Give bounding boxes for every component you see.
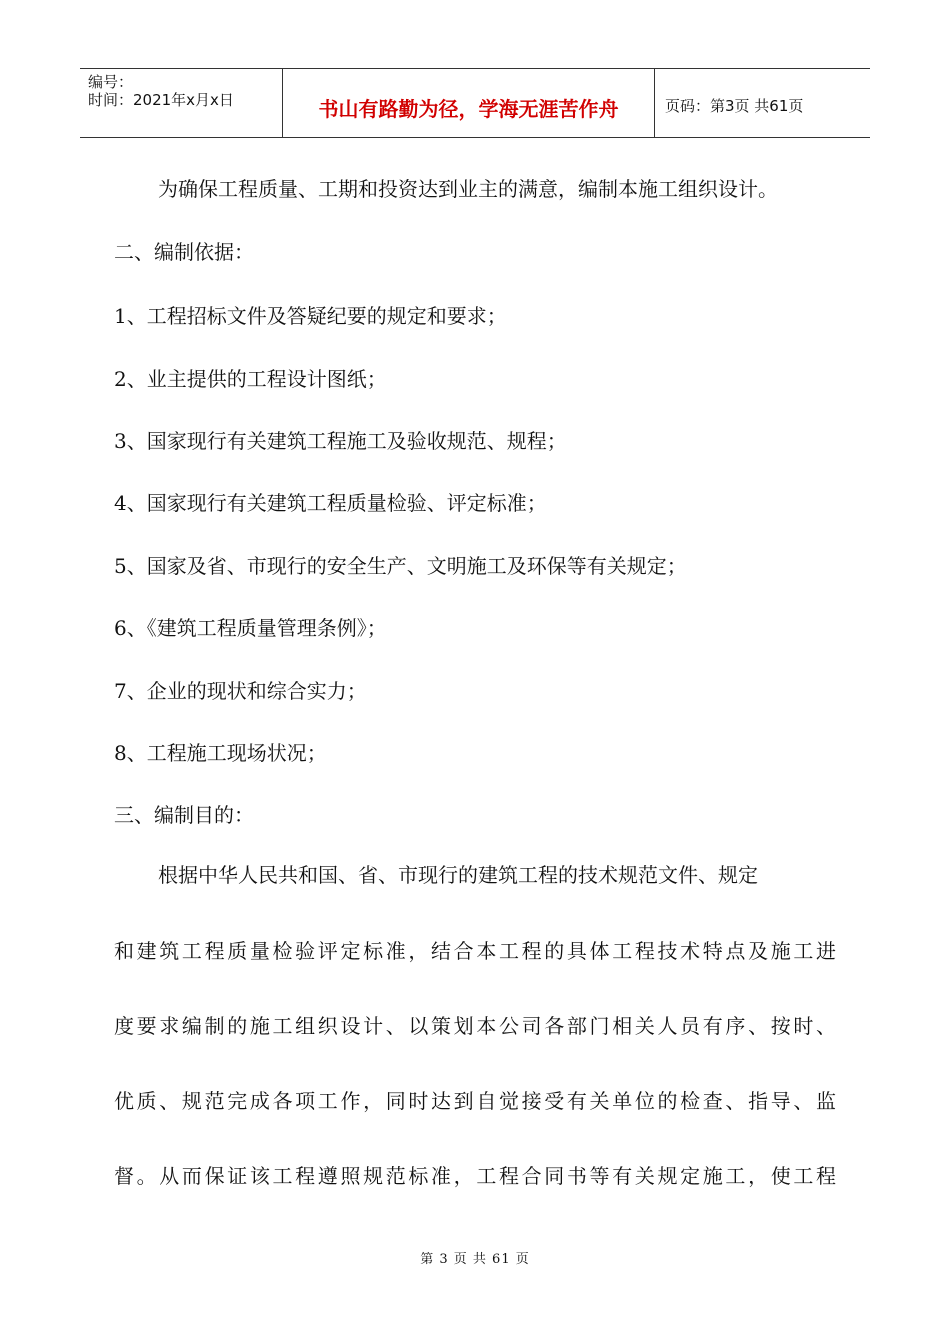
list-item: 5、国家及省、市现行的安全生产、文明施工及环保等有关规定； xyxy=(114,554,687,578)
purpose-paragraph-line: 优质、规范完成各项工作，同时达到自觉接受有关单位的检查、指导、监 xyxy=(114,1089,836,1113)
header-motto xyxy=(282,69,655,137)
header-meta xyxy=(80,69,282,137)
purpose-paragraph-line: 和建筑工程质量检验评定标准，结合本工程的具体工程技术特点及施工进 xyxy=(114,939,836,963)
purpose-paragraph-line: 根据中华人民共和国、省、市现行的建筑工程的技术规范文件、规定 xyxy=(158,863,758,887)
list-item: 8、工程施工现场状况； xyxy=(114,741,327,765)
list-item: 7、企业的现状和综合实力； xyxy=(114,679,367,703)
document-date: 时间：2021年x月x日 xyxy=(88,91,234,109)
page-footer: 第 3 页 共 61 页 xyxy=(420,1252,530,1267)
list-item: 6、《建筑工程质量管理条例》； xyxy=(114,616,387,640)
page-info-text: 页码：第3页 共61页 xyxy=(665,97,804,115)
intro-paragraph: 为确保工程质量、工期和投资达到业主的满意，编制本施工组织设计。 xyxy=(158,177,778,201)
document-number-label: 编号： xyxy=(88,73,134,91)
section-heading-purpose: 三、编制目的： xyxy=(114,803,254,827)
list-item: 3、国家现行有关建筑工程施工及验收规范、规程； xyxy=(114,429,567,453)
motto-text: 书山有路勤为径，学海无涯苦作舟 xyxy=(318,97,619,121)
page-header xyxy=(80,68,870,138)
list-item: 4、国家现行有关建筑工程质量检验、评定标准； xyxy=(114,491,547,515)
purpose-paragraph-line: 督。从而保证该工程遵照规范标准，工程合同书等有关规定施工，使工程 xyxy=(114,1164,836,1188)
purpose-paragraph-line: 度要求编制的施工组织设计、以策划本公司各部门相关人员有序、按时、 xyxy=(114,1014,836,1038)
section-heading-basis: 二、编制依据： xyxy=(114,240,254,264)
header-page-info xyxy=(655,69,870,137)
list-item: 1、工程招标文件及答疑纪要的规定和要求； xyxy=(114,304,507,328)
list-item: 2、业主提供的工程设计图纸； xyxy=(114,367,387,391)
